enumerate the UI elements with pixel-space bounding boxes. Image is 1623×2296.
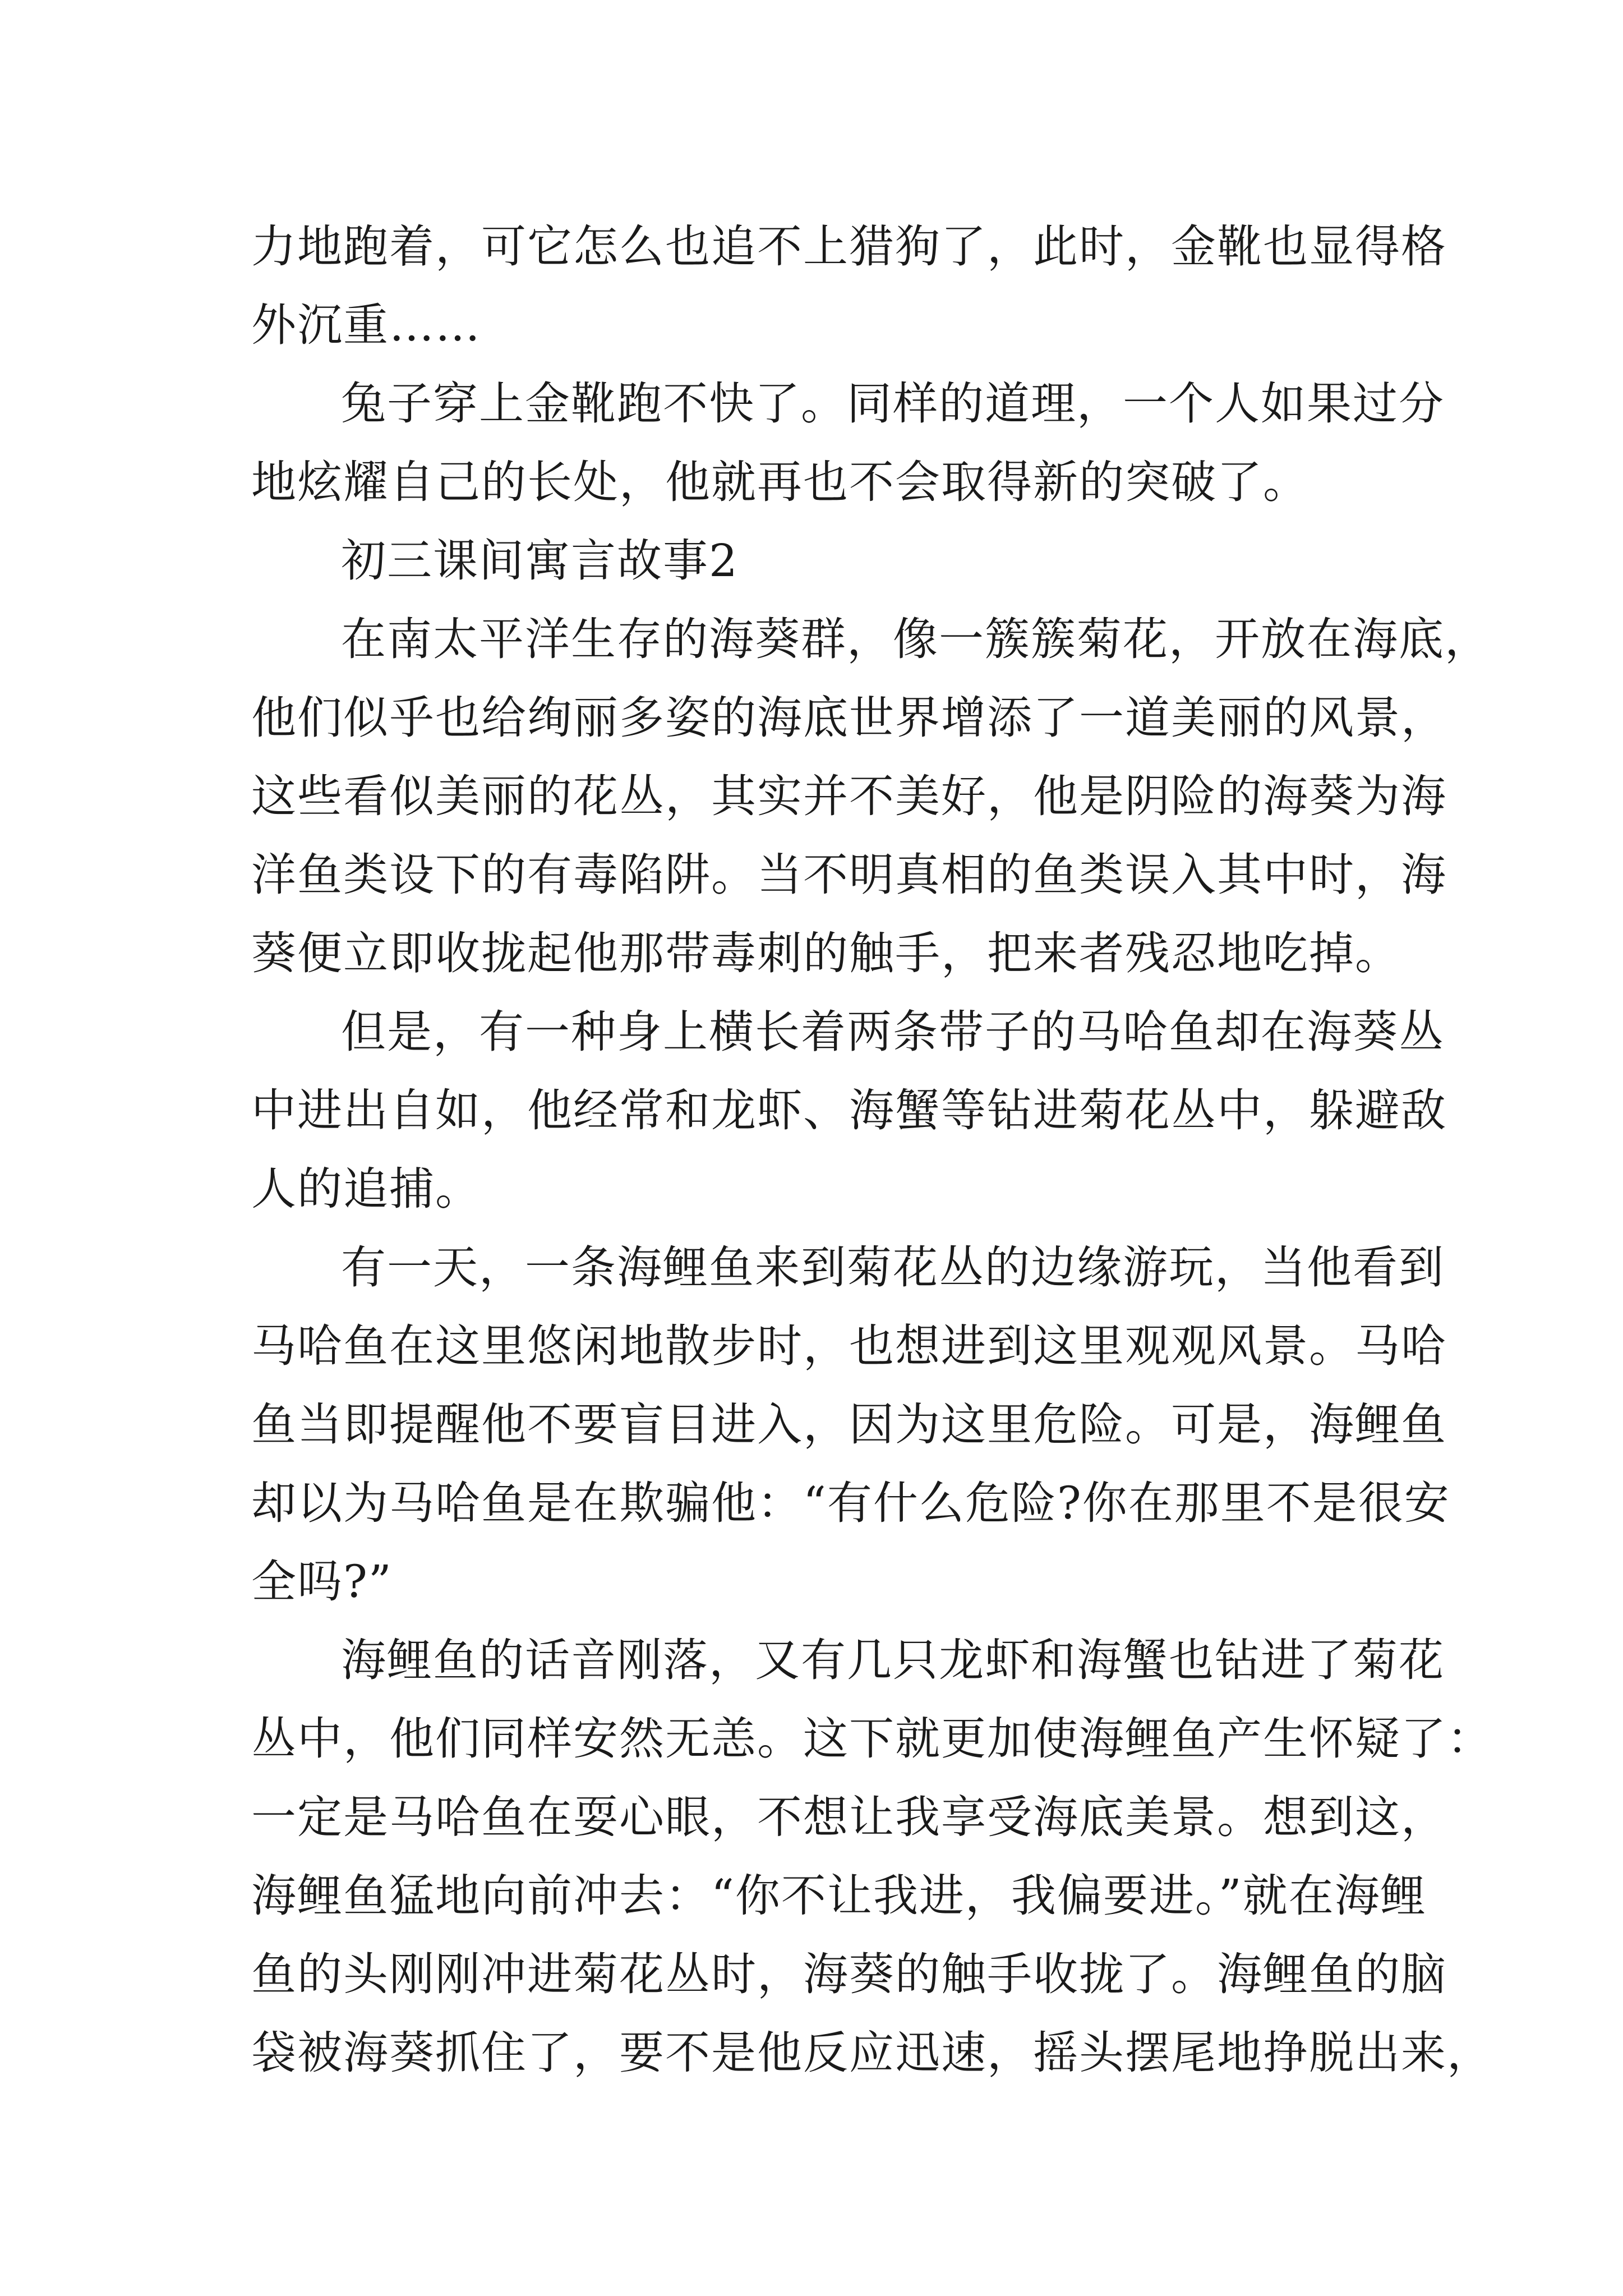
paragraph-first-line: 海鲤鱼的话音刚落，又有几只龙虾和海蟹也钻进了菊花 [341,1634,1445,1686]
paragraph-first-line: 在南太平洋生存的海葵群，像一簇簇菊花，开放在海底， [341,613,1491,665]
text-line: 却以为马哈鱼是在欺骗他：“有什么危险?你在那里不是很安 [251,1477,1450,1529]
text-line: 外沉重…… [251,299,481,351]
text-line: 葵便立即收拢起他那带毒刺的触手，把来者残忍地吃掉。 [251,927,1401,979]
paragraph-first-line: 兔子穿上金靴跑不快了。同样的道理，一个人如果过分 [341,378,1445,430]
text-line: 一定是马哈鱼在耍心眼，不想让我享受海底美景。想到这， [251,1791,1447,1843]
section-heading: 初三课间寓言故事2 [341,535,739,587]
text-line: 丛中，他们同样安然无恙。这下就更加使海鲤鱼产生怀疑了： [251,1713,1493,1765]
text-line: 他们似乎也给绚丽多姿的海底世界增添了一道美丽的风景， [251,692,1447,744]
text-line: 地炫耀自己的长处，他就再也不会取得新的突破了。 [251,456,1309,508]
text-line: 海鲤鱼猛地向前冲去：“你不让我进，我偏要进。”就在海鲤 [251,1870,1427,1922]
text-line: 中进出自如，他经常和龙虾、海蟹等钻进菊花丛中，躲避敌 [251,1084,1447,1137]
paragraph-first-line: 有一天，一条海鲤鱼来到菊花丛的边缘游玩，当他看到 [341,1241,1445,1294]
text-line: 马哈鱼在这里悠闲地散步时，也想进到这里观观风景。马哈 [251,1320,1447,1372]
text-line: 袋被海葵抓住了，要不是他反应迅速，摇头摆尾地挣脱出来， [251,2027,1493,2079]
text-line: 洋鱼类设下的有毒陷阱。当不明真相的鱼类误入其中时，海 [251,849,1447,901]
paragraph-first-line: 但是，有一种身上横长着两条带子的马哈鱼却在海葵丛 [341,1006,1445,1058]
text-line: 鱼当即提醒他不要盲目进入，因为这里危险。可是，海鲤鱼 [251,1398,1447,1451]
text-line: 鱼的头刚刚冲进菊花丛时，海葵的触手收拢了。海鲤鱼的脑 [251,1948,1447,2000]
text-line: 人的追捕。 [251,1163,481,1215]
text-line: 这些看似美丽的花丛，其实并不美好，他是阴险的海葵为海 [251,770,1447,822]
text-line: 力地跑着，可它怎么也追不上猎狗了，此时，金靴也显得格 [251,220,1447,273]
text-line: 全吗?” [251,1556,393,1608]
